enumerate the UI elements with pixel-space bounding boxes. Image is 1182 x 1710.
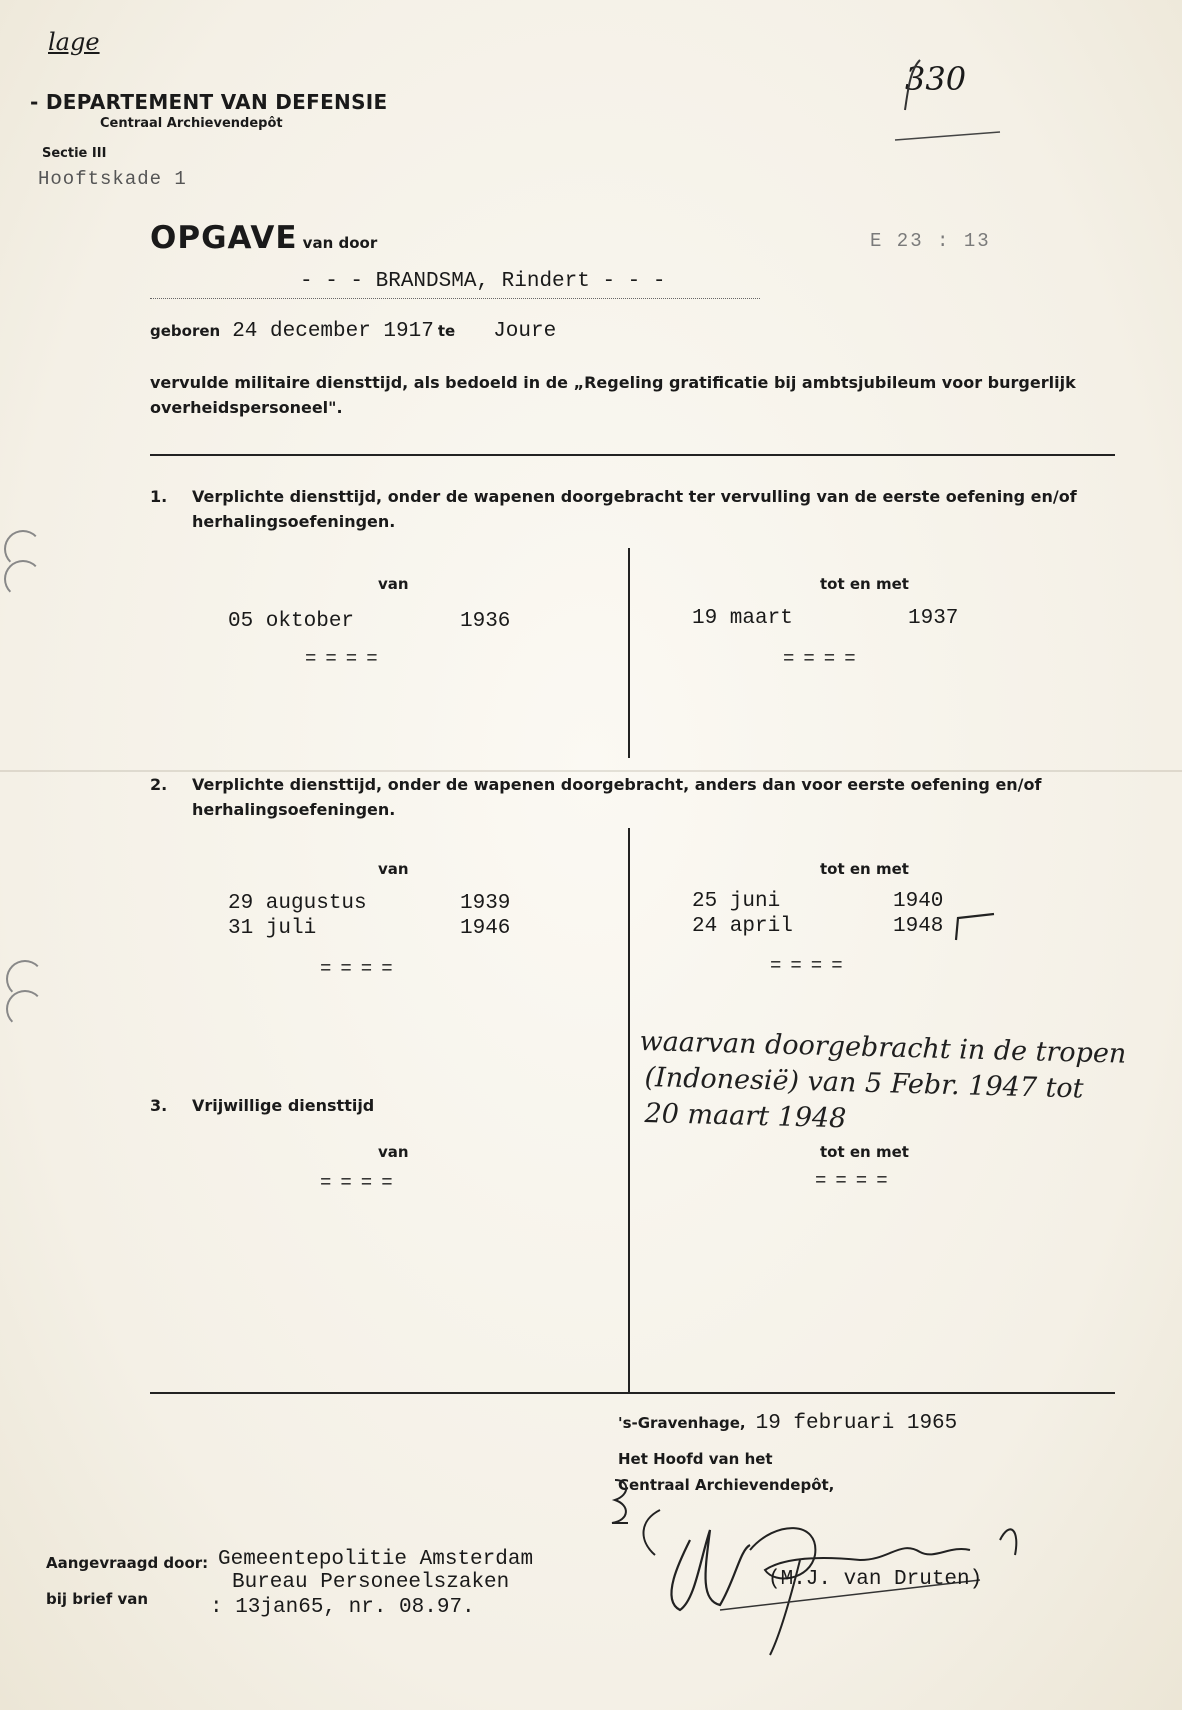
section-1-to-date: 19 maart (692, 607, 793, 630)
section-1-to-year: 1937 (908, 607, 959, 630)
section-2-from-date-1: 29 augustus (228, 892, 367, 915)
section-2-to-date-2: 24 april (692, 915, 793, 938)
handwritten-note-bijlage: lage (48, 28, 100, 56)
section-2-from-filler: ==== (320, 958, 402, 980)
signature-scribble (600, 1460, 1080, 1660)
section-2-from-date-2: 31 juli (228, 917, 317, 940)
handwritten-initial-mark (600, 1475, 640, 1545)
name-dotted-line (150, 298, 760, 299)
title-suffix: van door (302, 234, 378, 252)
requested-by-line-1: Gemeentepolitie Amsterdam (218, 1548, 534, 1571)
birth-date: 24 december 1917 (232, 320, 434, 343)
faint-stamp-code: E 23 : 13 (870, 230, 991, 252)
handwritten-annotation-line-1: waarvan doorgebracht in de tropen (639, 1026, 1127, 1070)
intro-text: vervulde militaire diensttijd, als bedoeld in de „Regeling gratificatie bij ambtsjubileum voor burgerlijk overheidspersoneel". (150, 373, 1076, 417)
section-2-to-filler: ==== (770, 955, 852, 977)
section-1-to-filler: ==== (783, 648, 865, 670)
section-2-title: Verplichte diensttijd, onder de wapenen doorgebracht, anders dan voor eerste oefening en/of herhalingsoefeningen. (192, 775, 1042, 819)
document-title (150, 220, 377, 256)
birth-place: Joure (493, 320, 557, 343)
section-3-van-label: van (378, 1143, 409, 1161)
section-label: Sectie III (42, 146, 107, 161)
section-3-number: 3. (150, 1096, 168, 1115)
section-2-tot-label: tot en met (820, 860, 909, 878)
section-1-from-date: 05 oktober (228, 610, 355, 633)
letter-label: bij brief van (46, 1590, 149, 1608)
section-1-title: Verplichte diensttijd, onder de wapenen doorgebracht ter vervulling van de eerste oefening en/of herhalingsoefeningen. (192, 487, 1077, 531)
section-3-to-filler: ==== (815, 1170, 897, 1192)
section-2-3-divider (628, 828, 630, 1393)
section-3-from-filler: ==== (320, 1172, 402, 1194)
requested-by-label: Aangevraagd door: (46, 1554, 209, 1572)
handwritten-check-mark (948, 910, 1008, 944)
sign-date: 19 februari 1965 (755, 1412, 958, 1435)
section-3-title: Vrijwillige diensttijd (192, 1096, 375, 1115)
place-date-line (618, 1412, 957, 1435)
file-number-underline (880, 40, 1010, 150)
born-label: geboren (150, 322, 221, 340)
section-2-to-date-1: 25 juni (692, 890, 781, 913)
section-2-from-year-2: 1946 (460, 917, 511, 940)
section-1-divider (628, 548, 630, 758)
person-name: - - - BRANDSMA, Rindert - - - (300, 270, 666, 293)
section-2-number: 2. (150, 775, 168, 794)
handwritten-file-number: 330 (905, 60, 967, 98)
bottom-rule (150, 1392, 1115, 1394)
te-label: te (437, 322, 456, 340)
requested-by-line-2: Bureau Personeelszaken (232, 1571, 510, 1594)
section-2-to-year-2: 1948 (893, 915, 944, 938)
section-1-from-year: 1936 (460, 610, 511, 633)
address-stamp: Hooftskade 1 (38, 168, 187, 190)
signatory-title-2: Centraal Archievendepôt, (618, 1476, 835, 1494)
section-3-tot-label: tot en met (820, 1143, 909, 1161)
section-1-from-filler: ==== (305, 648, 387, 670)
place-label: 's-Gravenhage, (618, 1414, 746, 1432)
signatory-name: (M.J. van Druten) (768, 1568, 983, 1591)
sub-department: Centraal Archievendepôt (100, 116, 283, 131)
section-1-tot-label: tot en met (820, 575, 909, 593)
section-2-from-year-1: 1939 (460, 892, 511, 915)
letter-reference: : 13jan65, nr. 08.97. (210, 1596, 475, 1619)
section-2-van-label: van (378, 860, 409, 878)
handwritten-annotation-line-2: (Indonesië) van 5 Febr. 1947 tot (644, 1062, 1084, 1105)
top-rule (150, 454, 1115, 456)
title-opgave: OPGAVE (150, 220, 298, 256)
section-1-number: 1. (150, 487, 168, 506)
birth-line (150, 320, 556, 343)
department-name: - DEPARTEMENT VAN DEFENSIE (30, 90, 388, 114)
handwritten-annotation-line-3: 20 maart 1948 (644, 1098, 847, 1135)
signatory-title-1: Het Hoofd van het (618, 1450, 773, 1468)
section-1-van-label: van (378, 575, 409, 593)
section-2-to-year-1: 1940 (893, 890, 944, 913)
